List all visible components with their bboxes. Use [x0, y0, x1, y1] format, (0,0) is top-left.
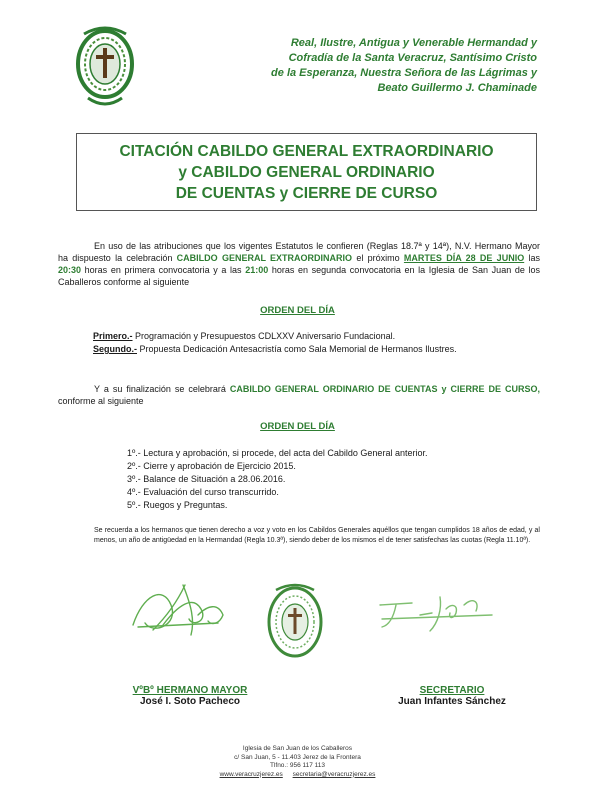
- list-item: 1º.- Lectura y aprobación, si procede, del acta del Cabildo General anterior.: [127, 448, 428, 458]
- signature-title: VºBº HERMANO MAYOR: [132, 685, 248, 696]
- title-line: y CABILDO GENERAL ORDINARIO: [178, 164, 435, 181]
- list-item: 5º.- Ruegos y Preguntas.: [127, 500, 228, 510]
- secretario-block: [376, 685, 528, 707]
- document-title: [76, 133, 537, 211]
- agenda-heading: ORDEN DEL DÍA: [260, 305, 335, 316]
- website-link[interactable]: www.veracruzjerez.es: [219, 770, 283, 778]
- footer-address: Iglesia de San Juan de los Caballeros c/ San Juan, 5 - 11.403 Jerez de la Frontera Tlfno.: 956 117 113 www.veracruzjerez.es secretaria@veracruzjerez.es: [219, 745, 376, 778]
- list-item: 3º.- Balance de Situación a 28.06.2016.: [127, 474, 286, 484]
- hermano-mayor-block: [110, 685, 270, 707]
- ordinary-cabildo-paragraph: Y a su finalización se celebrará CABILDO GENERAL ORDINARIO DE CUENTAS y CIERRE DE CURSO, conforme al siguiente: [58, 384, 540, 406]
- signature-secretario-icon: [372, 575, 500, 641]
- list-item: 4º.- Evaluación del curso transcurrido.: [127, 487, 279, 497]
- intro-paragraph: En uso de las atribuciones que los vigentes Estatutos le confieren (Reglas 18.7ª y 14ª), N.V. Hermano Mayor ha dispuesto la celebración CABILDO GENERAL EXTRAORDINARIO el próximo MARTES DÍA 28 DE JUNIO las 20:30 horas en primera convocatoria y a las 21:00 horas en segunda convocatoria en la Iglesia de San Juan de los Caballeros conforme al siguiente: [58, 241, 540, 287]
- brotherhood-emblem-icon: [74, 24, 136, 108]
- signature-hermano-mayor-icon: [123, 575, 233, 641]
- list-item: Segundo.- Propuesta Dedicación Antesacristía como Sala Memorial de Hermanos Ilustres.: [93, 344, 457, 354]
- title-line: CITACIÓN CABILDO GENERAL EXTRAORDINARIO: [119, 143, 494, 160]
- signature-name: Juan Infantes Sánchez: [398, 696, 506, 707]
- brotherhood-seal-icon: [264, 582, 326, 662]
- title-line: DE CUENTAS y CIERRE DE CURSO: [175, 185, 438, 202]
- brotherhood-name: Real, Ilustre, Antigua y Venerable Hermandad y Cofradía de la Santa Veracruz, Santísimo Cristo de la Esperanza, Nuestra Señora de las Lágrimas y Beato Guillermo J. Chaminade: [271, 37, 537, 94]
- voting-rights-note: Se recuerda a los hermanos que tienen derecho a voz y voto en los Cabildos Generales aquéllos que tengan cumplidos 18 años de edad, y al menos, un año de antigüedad en la Hermandad (Regla 10.3ª), siendo deber de los mismos el de tener satisfechas las cuotas (Regla 11.10ª).: [94, 527, 540, 544]
- email-link[interactable]: secretaria@veracruzjerez.es: [292, 770, 376, 778]
- signature-name: José I. Soto Pacheco: [139, 696, 241, 707]
- signature-title: SECRETARIO: [419, 685, 485, 696]
- list-item: Primero.- Programación y Presupuestos CDLXXV Aniversario Fundacional.: [93, 331, 396, 341]
- agenda-heading: ORDEN DEL DÍA: [260, 421, 335, 432]
- extraordinary-agenda: [93, 330, 553, 356]
- ordinary-agenda: [127, 447, 527, 512]
- list-item: 2º.- Cierre y aprobación de Ejercicio 2015.: [127, 461, 296, 471]
